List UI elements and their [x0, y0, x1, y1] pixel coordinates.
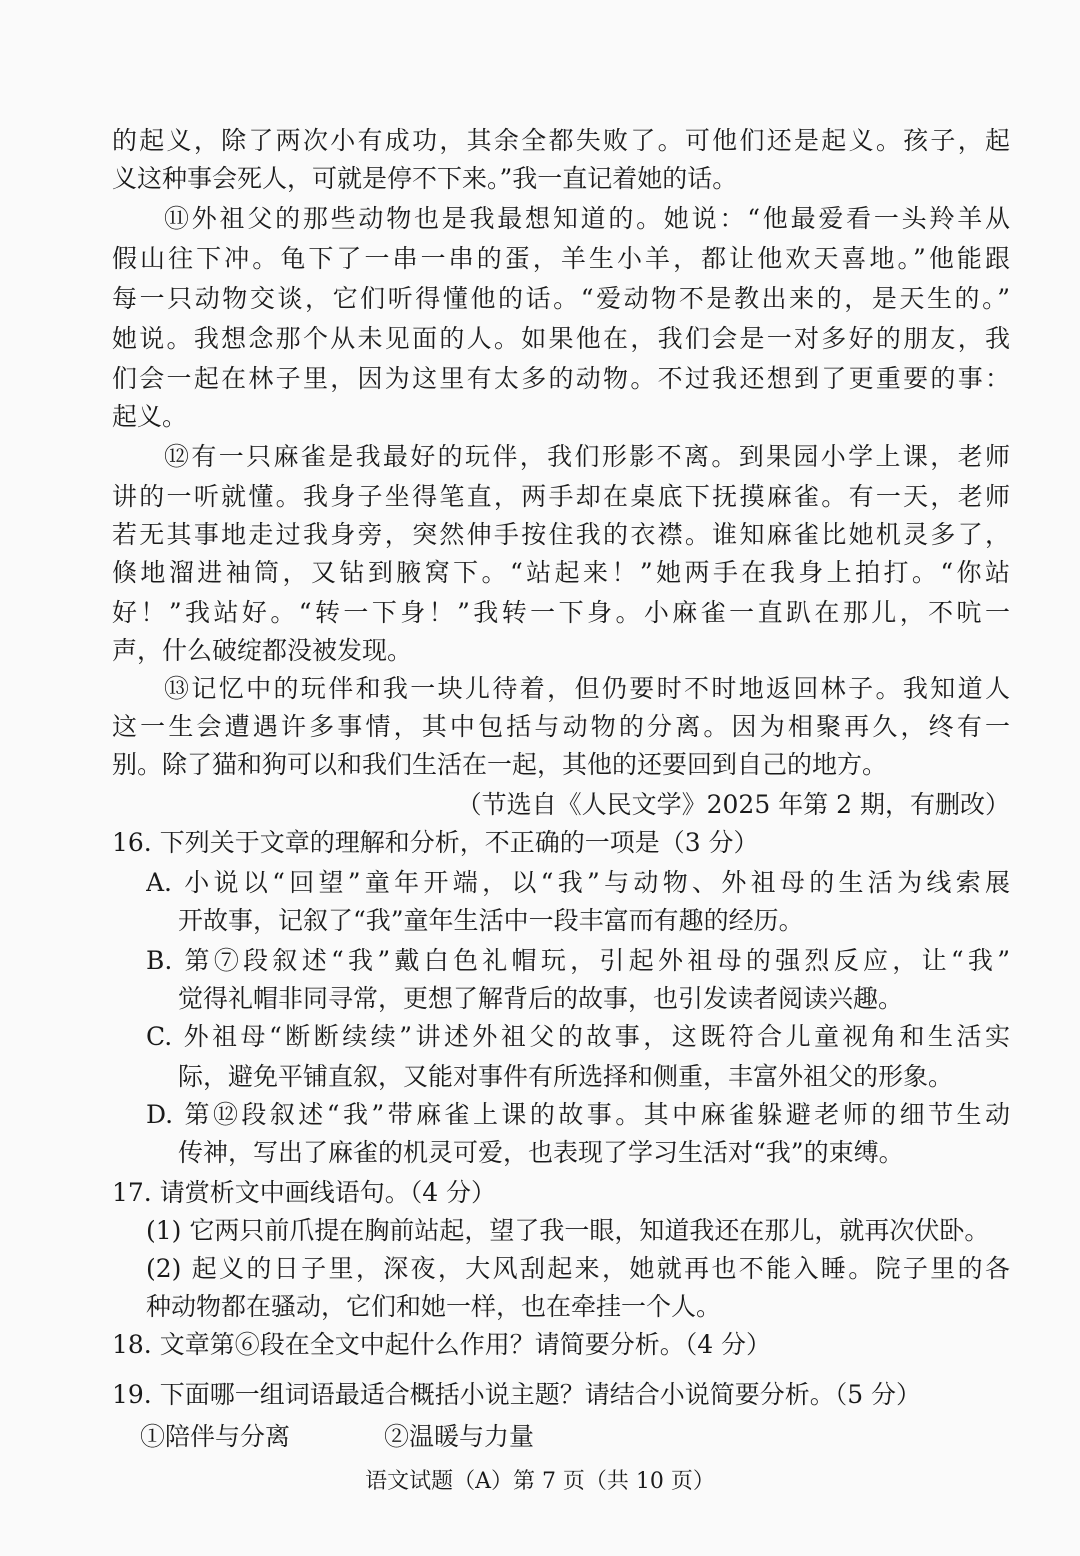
passage-line: ⑪外祖父的那些动物也是我最想知道的。她说：“他最爱看一头羚羊从: [164, 204, 1010, 233]
question-16-stem: 16. 下列关于文章的理解和分析，不正确的一项是（3 分）: [112, 828, 759, 857]
q16-option-c: C. 外祖母“断断续续”讲述外祖父的故事，这既符合儿童视角和生活实: [146, 1022, 1010, 1051]
passage-line: 倏地溜进袖筒，又钻到腋窝下。“站起来！”她两手在我身上拍打。“你站: [112, 558, 1010, 587]
passage-line: 讲的一听就懂。我身子坐得笔直，两手却在桌底下抚摸麻雀。有一天，老师: [112, 482, 1010, 511]
passage-line: 她说。我想念那个从未见面的人。如果他在，我们会是一对多好的朋友，我: [112, 324, 1010, 353]
passage-line: 好！”我站好。“转一下身！”我转一下身。小麻雀一直趴在那儿，不吭一: [112, 598, 1010, 627]
passage-line: 们会一起在林子里，因为这里有太多的动物。不过我还想到了更重要的事：: [112, 364, 1010, 393]
q19-choice-2: ②温暖与力量: [384, 1422, 535, 1451]
question-18-stem: 18. 文章第⑥段在全文中起什么作用？请简要分析。（4 分）: [112, 1330, 772, 1359]
q16-option-b: B. 第⑦段叙述“我”戴白色礼帽玩，引起外祖母的强烈反应，让“我”: [146, 946, 1010, 975]
passage-line: 别。除了猫和狗可以和我们生活在一起，其他的还要回到自己的地方。: [112, 750, 888, 779]
q16-option-a: A. 小说以“回望”童年开端，以“我”与动物、外祖母的生活为线索展: [146, 868, 1010, 897]
q17-item-2: (2) 起义的日子里，深夜，大风刮起来，她就再也不能入睡。院子里的各: [146, 1254, 1010, 1283]
passage-line: 若无其事地走过我身旁，突然伸手按住我的衣襟。谁知麻雀比她机灵多了，: [112, 520, 1010, 549]
q16-option-b-cont: 觉得礼帽非同寻常，更想了解背后的故事，也引发读者阅读兴趣。: [178, 984, 904, 1013]
passage-line: 每一只动物交谈，它们听得懂他的话。“爱动物不是教出来的，是天生的。”: [112, 284, 1010, 313]
q16-option-d-cont: 传神，写出了麻雀的机灵可爱，也表现了学习生活对“我”的束缚。: [178, 1138, 904, 1167]
q16-option-d: D. 第⑫段叙述“我”带麻雀上课的故事。其中麻雀躲避老师的细节生动: [146, 1100, 1010, 1129]
q17-item-2-cont: 种动物都在骚动，它们和她一样，也在牵挂一个人。: [146, 1292, 722, 1321]
source-citation: （节选自《人民文学》2025 年第 2 期，有删改）: [456, 790, 1010, 819]
passage-line: 假山往下冲。龟下了一串一串的蛋，羊生小羊，都让他欢天喜地。”他能跟: [112, 244, 1010, 273]
passage-line: ⑬记忆中的玩伴和我一块儿待着，但仍要时不时地返回林子。我知道人: [164, 674, 1010, 703]
q19-choice-1: ①陪伴与分离: [140, 1422, 291, 1451]
q17-item-1: (1) 它两只前爪提在胸前站起，望了我一眼，知道我还在那儿，就再次伏卧。: [146, 1216, 990, 1245]
q16-option-a-cont: 开故事，记叙了“我”童年生活中一段丰富而有趣的经历。: [178, 906, 804, 935]
passage-line: 的起义，除了两次小有成功，其余全都失败了。可他们还是起义。孩子，起: [112, 126, 1010, 155]
passage-line: ⑫有一只麻雀是我最好的玩伴，我们形影不离。到果园小学上课，老师: [164, 442, 1010, 471]
passage-line: 义这种事会死人，可就是停不下来。”我一直记着她的话。: [112, 164, 738, 193]
question-17-stem: 17. 请赏析文中画线语句。（4 分）: [112, 1178, 497, 1207]
passage-line: 这一生会遭遇许多事情，其中包括与动物的分离。因为相聚再久，终有一: [112, 712, 1010, 741]
passage-line: 声，什么破绽都没被发现。: [112, 636, 413, 665]
passage-line: 起义。: [112, 402, 188, 431]
page-footer: 语文试题（A）第 7 页（共 10 页）: [365, 1469, 715, 1494]
question-19-stem: 19. 下面哪一组词语最适合概括小说主题？请结合小说简要分析。（5 分）: [112, 1380, 922, 1409]
q16-option-c-cont: 际，避免平铺直叙，又能对事件有所选择和侧重，丰富外祖父的形象。: [178, 1062, 954, 1091]
